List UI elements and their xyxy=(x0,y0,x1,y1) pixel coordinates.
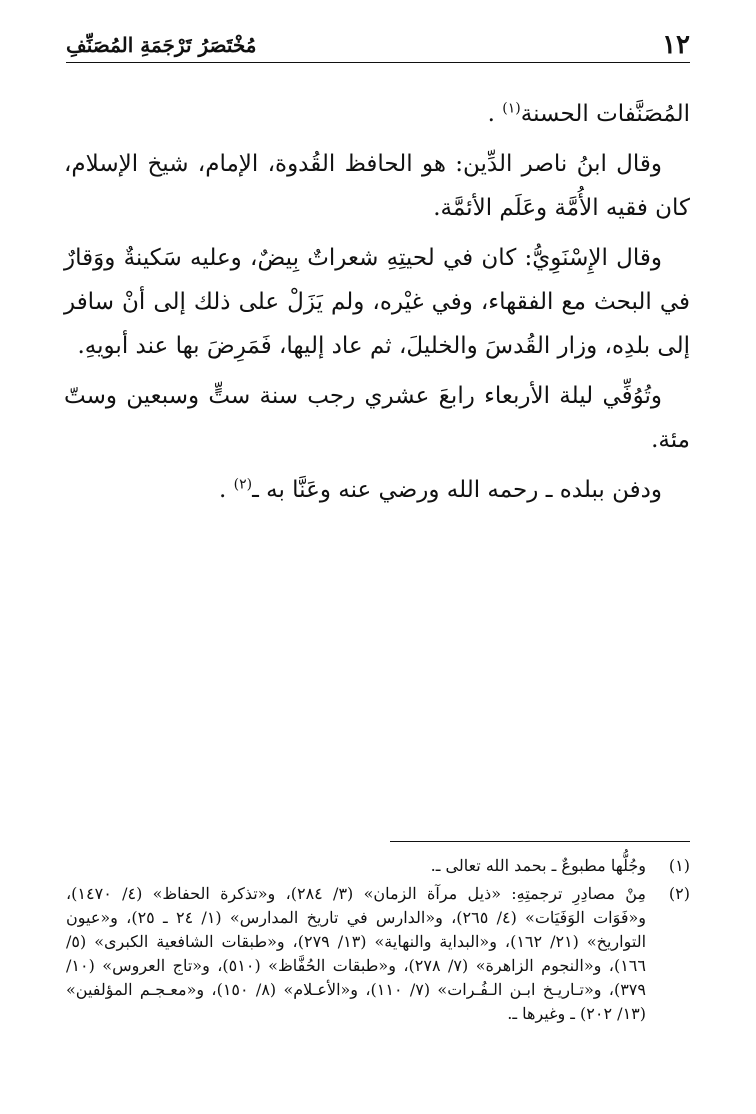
footnote-1 xyxy=(66,854,690,878)
paragraph-1 xyxy=(64,92,690,136)
footnote-number: (١) xyxy=(668,856,690,875)
footnotes xyxy=(66,854,690,1030)
main-text xyxy=(64,92,690,518)
footnote-text: مِنْ مصادِرِ ترجمتِهِ: «ذيل مرآة الزمان» (٣/ ٢٨٤)، و«تذكرة الحفاظ» (٤/ ١٤٧٠)، و«فَوَات الوَفَيَات» (٤/ ٢٦٥)، و«الدارس في تاريخ المدارس» (١/ ٢٤ ـ ٢٥)، و«عيون التواريخ» (٢١/ ١٦٢)، و«البداية والنهاية» (١٣/ ٢٧٩)، و«طبقات الشافعية الكبرى» (٥/ ١٦٦)، و«النجوم الزاهرة» (٧/ ٢٧٨)، و«طبقات الحُفَّاظ» (٥١٠)، و«تاج العروس» (١٠/ ٣٧٩)، و«تـاريـخ ابـن الـفُـرات» (٧/ ١١٠)، و«الأعـلام» (٨/ ١٥٠)، و«معـجـم المؤلفين» (١٣/ ٢٠٢) ـ وغيرها ـ. xyxy=(66,884,647,1023)
footnote-divider xyxy=(390,841,690,842)
paragraph-3: وقال الإِسْنَوِيُّ: كان في لحيتِهِ شعراتٌ بِيضٌ، وعليه سَكينةٌ ووَقارٌ في البحث مع الفقهاء، وفي غيْره، ولم يَزَلْ على ذلك إلى أنْ سافر إلى بلدِه، وزار القُدسَ والخليلَ، ثم عاد إليها، فَمَرِضَ بها عند أبويهِ. xyxy=(64,245,690,359)
running-title: مُخْتَصَرُ تَرْجَمَةِ المُصَنِّفِ xyxy=(66,33,257,57)
footnote-ref-1[interactable]: (١) xyxy=(502,100,521,117)
paragraph-2: وقال ابنُ ناصر الدِّين: هو الحافظ القُدوة، الإمام، شيخ الإسلام، كان فقيه الأُمَّة وعَلَم الأئمَّة. xyxy=(64,151,690,221)
paragraph-5 xyxy=(64,468,690,512)
page-header xyxy=(66,28,690,63)
paragraph-1-end: . xyxy=(487,101,503,127)
footnote-text: وجُلُّها مطبوعٌ ـ بحمد الله تعالى ـ. xyxy=(430,856,646,875)
page-number: ١٢ xyxy=(662,30,690,60)
footnote-ref-2[interactable]: (٢) xyxy=(233,476,253,493)
paragraph-5-text: ودفن ببلده ـ رحمه الله ورضي عنه وعَنَّا به ـ xyxy=(252,477,662,503)
paragraph-5-end: . xyxy=(218,477,234,503)
footnote-number: (٢) xyxy=(668,884,690,903)
paragraph-4: وتُوُفِّي ليلة الأربعاء رابعَ عشري رجب سنة ستٍّ وسبعين وستّ مئة. xyxy=(64,383,690,453)
paragraph-1-text: المُصَنَّفات الحسنة xyxy=(520,101,690,127)
footnote-2 xyxy=(66,882,690,1026)
